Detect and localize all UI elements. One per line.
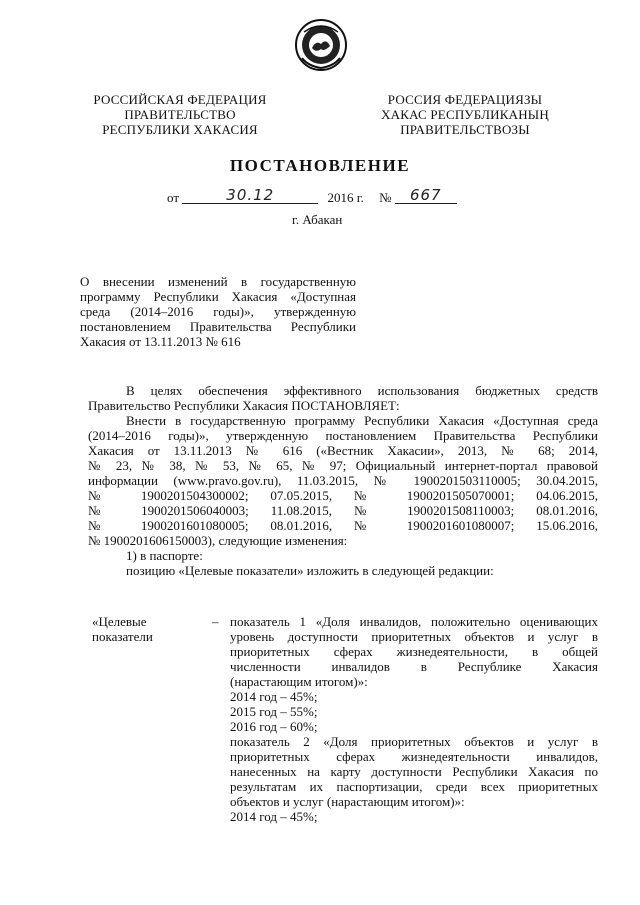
intro-line: Правительство Республики Хакасия ПОСТАНОВЛЯЕТ: (88, 398, 400, 413)
item-line: Внести в государственную программу Республики Хакасия «Доступная среда (126, 413, 598, 428)
item-line: № 1900201506040003; 11.08.2015, № 1900201508110003; 08.01.2016, (88, 503, 598, 518)
table-right-line: результатам их паспортизации, среди всех приоритетных (230, 779, 598, 794)
table-right-line: показатель 1 «Доля инвалидов, положительно оценивающих (230, 614, 598, 629)
table-right-line: уровень доступности приоритетных объектов и услуг в (230, 629, 598, 644)
table-right-line: (нарастающим итогом)»: (230, 674, 368, 689)
header-right-line: РОССИЯ ФЕДЕРАЦИЯЗЫ (387, 92, 543, 107)
subject-block (80, 274, 356, 349)
table-right-text (230, 614, 598, 824)
subject-line: О внесении изменений в государственную (80, 274, 356, 289)
item-line: Хакасия от 13.11.2013 № 616 («Вестник Хакасии», 2013, № 68; 2014, (88, 443, 598, 458)
emblem-logo (294, 18, 348, 72)
table-right-line: 2014 год – 45%; (230, 809, 318, 824)
date-prefix: от (167, 190, 180, 205)
table-left-label (92, 614, 212, 644)
city: г. Абакан (292, 212, 343, 227)
date-handwritten: 30.12 (226, 186, 275, 204)
table-right-line: приоритетных сферах жизнедеятельности, в общей (230, 644, 598, 659)
item-line: № 1900201504300002; 07.05.2015, № 1900201505070001; 04.06.2015, (88, 488, 598, 503)
header-right (360, 92, 570, 137)
document-title: ПОСТАНОВЛЕНИЕ (229, 156, 411, 175)
table-right-line: численности инвалидов в Республике Хакасия (230, 659, 598, 674)
table-right-line: показатель 2 «Доля приоритетных объектов и услуг в (230, 734, 598, 749)
date-field (182, 188, 318, 204)
date-line (167, 186, 457, 206)
header-left-line: РЕСПУБЛИКИ ХАКАСИЯ (102, 122, 258, 137)
number-sign: № (379, 190, 392, 205)
item-line: № 23, № 38, № 53, № 65, № 97; Официальный интернет-портал правовой (88, 458, 598, 473)
position-line: позицию «Целевые показатели» изложить в следующей редакции: (126, 563, 494, 578)
header-left-line: ПРАВИТЕЛЬСТВО (124, 107, 236, 122)
item-line: информации (www.pravo.gov.ru), 11.03.2015, № 1900201503110005; 30.04.2015, (88, 473, 598, 488)
table-right-line: объектов и услуг (нарастающим итогом)»: (230, 794, 465, 809)
table-right-line: 2014 год – 45%; (230, 689, 318, 704)
header-right-line: ХАКАС РЕСПУБЛИКАНЫҢ (381, 107, 549, 122)
table-left-line: «Целевые (92, 614, 147, 629)
table-right-line: приоритетных сферах жизнедеятельности инвалидов, (230, 749, 598, 764)
body-text (88, 383, 598, 578)
subject-line: Хакасия от 13.11.2013 № 616 (80, 334, 241, 349)
table-left-line: показатели (92, 629, 153, 644)
subject-line: программу Республики Хакасия «Доступная (80, 289, 356, 304)
item-line: № 1900201601080005; 08.01.2016, № 1900201601080007; 15.06.2016, (88, 518, 598, 533)
header-left (80, 92, 280, 137)
table-right-line: нанесенных на карту доступности Республики Хакасия по (230, 764, 598, 779)
header-right-line: ПРАВИТЕЛЬСТВОЗЫ (400, 122, 530, 137)
item-line: № 1900201606150003), следующие изменения: (88, 533, 348, 548)
intro-line: В целях обеспечения эффективного использования бюджетных средств (126, 383, 598, 398)
date-year: 2016 г. (327, 190, 364, 205)
number-field (395, 188, 457, 204)
subject-line: постановлением Правительства Республики (80, 319, 356, 334)
subitem-line: 1) в паспорте: (126, 548, 203, 563)
table-right-line: 2015 год – 55%; (230, 704, 318, 719)
table-dash: – (212, 614, 219, 629)
table-right-line: 2016 год – 60%; (230, 719, 318, 734)
subject-line: среда (2014–2016 годы)», утвержденную (80, 304, 356, 319)
number-handwritten: 667 (409, 186, 442, 204)
header-left-line: РОССИЙСКАЯ ФЕДЕРАЦИЯ (93, 92, 267, 107)
item-line: (2014–2016 годы)», утвержденную постановлением Правительства Республики (88, 428, 598, 443)
